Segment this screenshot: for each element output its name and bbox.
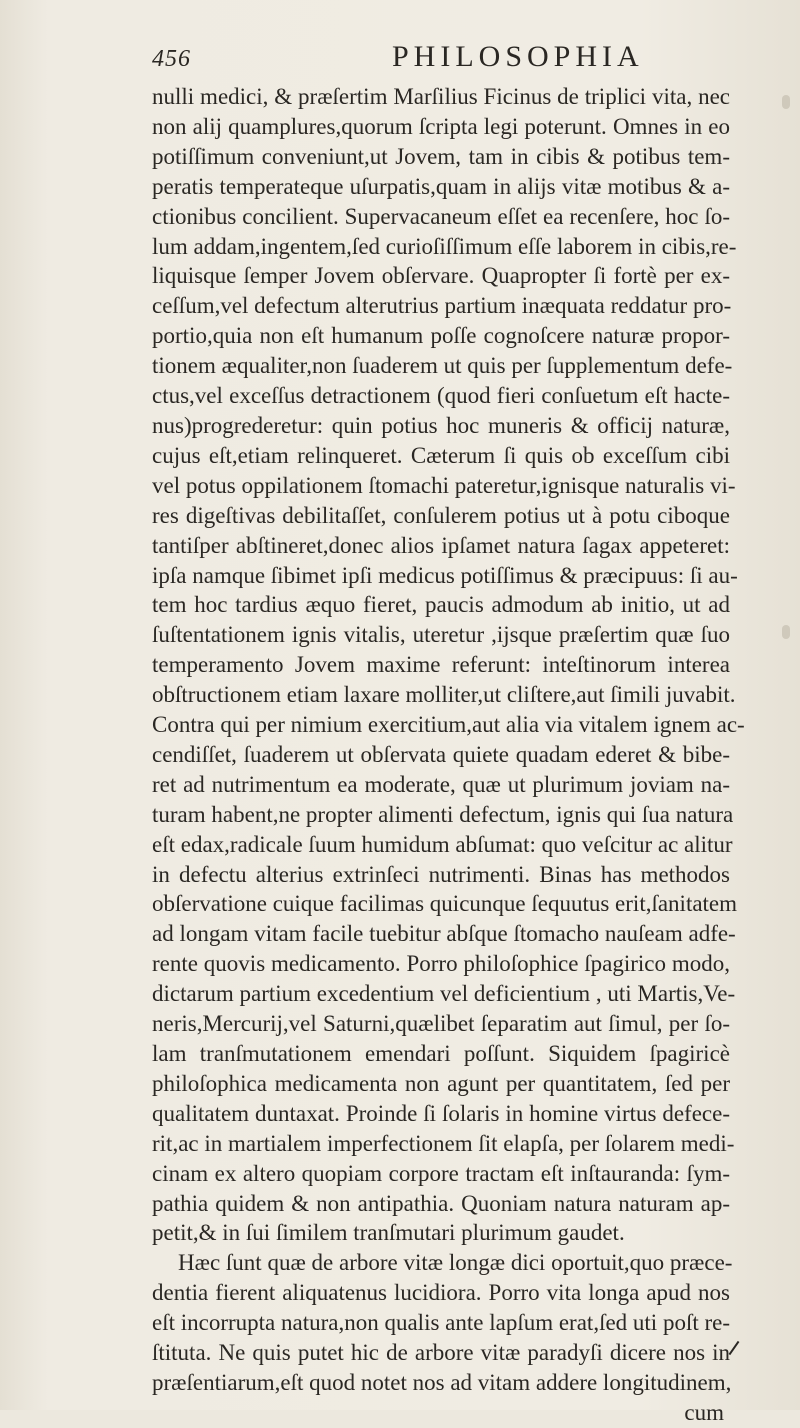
text-line: præſentiarum,eſt quod notet nos ad vitam addere longitudinem, (152, 1369, 732, 1395)
text-line: nulli medici, & præſertim Marſilius Ficinus de triplici vita, nec (152, 84, 730, 109)
text-line: ctionibus concilient. Supervacaneum eſſet ea recenſere, hoc ſo- (152, 203, 730, 229)
text-line: in defectu alterius extrinſeci nutrimenti. Binas has methodos (152, 861, 730, 887)
text-line: dentia fierent aliquatenus lucidiora. Porro vita longa apud nos (152, 1280, 730, 1306)
text-line: cujus eſt,etiam relinqueret. Cæterum ſi quis ob exceſſum cibi (152, 442, 730, 468)
text-line: lam tranſmutationem emendari poſſunt. Siquidem ſpagiricè (152, 1041, 730, 1066)
text-line: philoſophica medicamenta non agunt per quantitatem, ſed per (152, 1070, 730, 1096)
page-edge-mark (782, 625, 790, 639)
text-line: Contra qui per nimium exercitium,aut alia via vitalem ignem ac- (152, 712, 745, 738)
text-line: ipſa namque ſibimet ipſi medicus potiſſimus & præcipuus: ſi au- (152, 562, 738, 588)
text-line: eſt edax,radicale ſuum humidum abſumat: quo veſcitur ac alitur (152, 831, 733, 857)
body-text (152, 82, 745, 1428)
text-line: lum addam,ingentem,ſed curioſiſſimum eſſe laborem in cibis,re- (152, 233, 737, 259)
text-line: petit,& in ſui ſimilem tranſmutari plurimum gaudet. (152, 1220, 625, 1246)
text-line: pathia quidem & non antipathia. Quoniam natura naturam ap- (152, 1190, 730, 1216)
text-line: ſuſtentationem ignis vitalis, uteretur ,ijsque præſertim quæ ſuo (152, 622, 730, 648)
text-line: ad longam vitam facile tuebitur abſque ſtomacho nauſeam adfe- (152, 921, 736, 947)
text-line: Hæc ſunt quæ de arbore vitæ longæ dici oportuit,quo præce- (178, 1250, 733, 1276)
running-title: PHILOSOPHIA (392, 40, 644, 73)
text-line: vel potus oppilationem ſtomachi pateretur,ignisque naturalis vi- (152, 472, 736, 498)
text-line: cinam ex altero quopiam corpore tractam eſt inſtauranda: ſym- (152, 1160, 730, 1186)
text-line: ret ad nutrimentum ea moderate, quæ ut plurimum joviam na- (152, 771, 730, 797)
text-line: obſtructionem etiam laxare molliter,ut cliſtere,aut ſimili juvabit. (152, 682, 736, 708)
text-line: portio,quia non eſt humanum poſſe cognoſcere naturæ propor- (152, 323, 730, 349)
text-line: nus)progrederetur: quin potius hoc muneris & officij naturæ, (152, 412, 730, 438)
text-line: tem hoc tardius æquo fieret, paucis admodum ab initio, ut ad (152, 592, 730, 618)
text-line: eſt incorrupta natura,non qualis ante lapſum erat,ſed uti poſt re- (152, 1310, 730, 1336)
text-line: neris,Mercurij,vel Saturni,quælibet ſeparatim aut ſimul, per ſo- (152, 1011, 730, 1037)
running-head (152, 40, 712, 74)
text-line: rit,ac in martialem imperfectionem ſit elapſa, per ſolarem medi- (152, 1130, 735, 1156)
text-line: obſervatione cuique facilimas quicunque ſequutus erit,ſanitatem (152, 891, 738, 917)
text-line: dictarum partium excedentium vel deficientium , uti Martis,Ve- (152, 981, 736, 1007)
text-line: rente quovis medicamento. Porro philoſophice ſpagirico modo, (152, 951, 730, 977)
page-edge-mark (782, 95, 790, 109)
text-line: ctus,vel exceſſus detractionem (quod fieri conſuetum eſt hacte- (152, 383, 730, 409)
text-line: tantiſper abſtineret,donec alios ipſamet natura ſagax appeteret: (152, 532, 730, 558)
text-line: potiſſimum conveniunt,ut Jovem, tam in cibis & potibus tem- (152, 143, 730, 169)
text-line: non alij quamplures,quorum ſcripta legi poterunt. Omnes in eo (152, 113, 730, 139)
text-line: cendiſſet, ſuaderem ut obſervata quiete quadam ederet & bibe- (152, 741, 730, 767)
text-line: ceſſum,vel defectum alterutrius partium inæquata reddatur pro- (152, 293, 732, 319)
text-line: turam habent,ne propter alimenti defectum, ignis qui ſua natura (152, 801, 734, 827)
ink-mark (729, 1341, 740, 1355)
text-line: ſtituta. Ne quis putet hic de arbore vitæ paradyſi dicere nos in (152, 1340, 730, 1366)
text-line: peratis temperateque uſurpatis,quam in alijs vitæ motibus & a- (152, 173, 730, 199)
text-line: tionem æqualiter,non ſuaderem ut quis per ſupplementum defe- (152, 353, 733, 379)
text-line: temperamento Jovem maxime referunt: inteſtinorum interea (152, 652, 730, 678)
catchword: cum (684, 1399, 724, 1425)
text-line: liquisque ſemper Jovem obſervare. Quapropter ſi fortè per ex- (152, 263, 730, 289)
text-line: res digeſtivas debilitaſſet, conſulerem potius ut à potu ciboque (152, 502, 730, 528)
page-number: 456 (152, 46, 191, 72)
text-line: qualitatem duntaxat. Proinde ſi ſolaris in homine virtus defece- (152, 1100, 730, 1126)
